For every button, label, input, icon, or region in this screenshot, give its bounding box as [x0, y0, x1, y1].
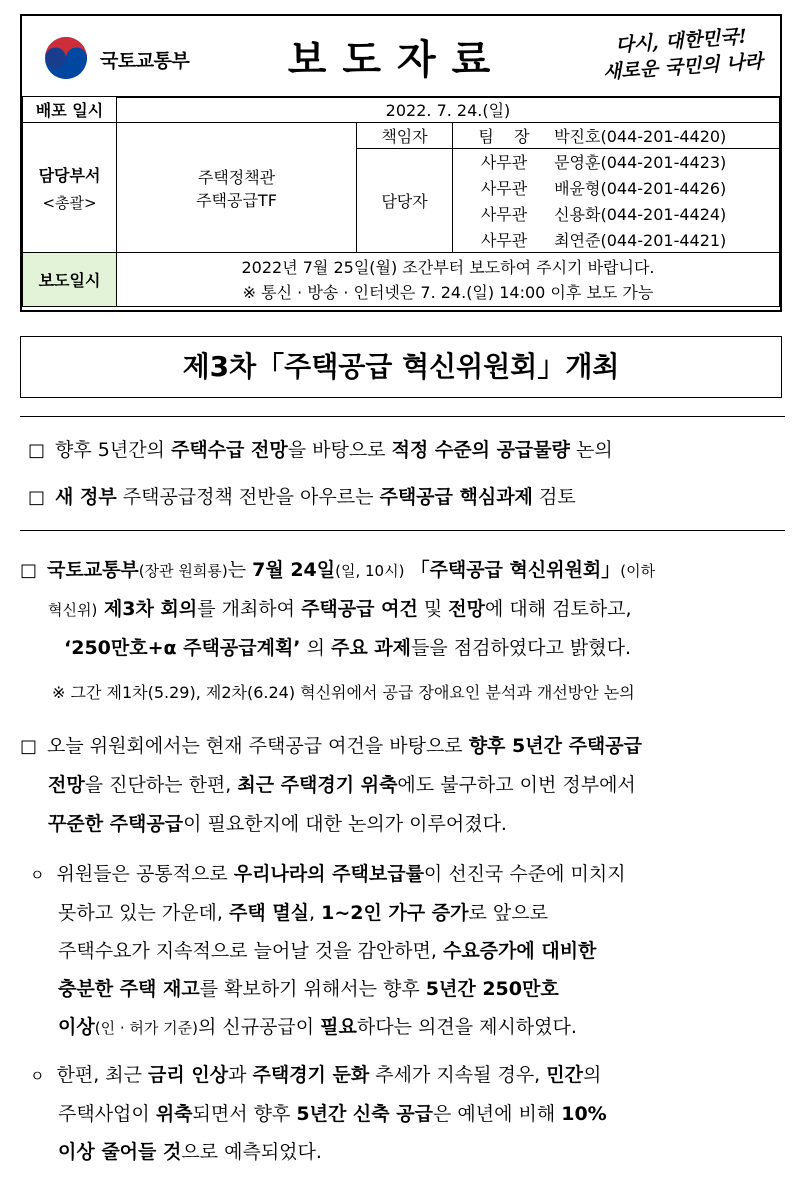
dept-label: 담당부서: [38, 165, 101, 185]
text: 논의: [570, 439, 613, 461]
divider: [20, 530, 785, 531]
text: 에도 불구하고 이번 정부에서: [397, 774, 636, 796]
bold-text: 「주택공급 혁신위원회」: [410, 559, 621, 581]
summary-line-2: [28, 483, 576, 512]
bold-text: 적정 수준의 공급물량: [391, 439, 570, 461]
bold-text: 전망: [48, 774, 85, 796]
text: 주택공급정책 전반을 아우르는: [116, 486, 380, 508]
circle-bullet-icon: ㅇ: [30, 1067, 45, 1085]
text: 혁신위): [48, 601, 98, 619]
contact-row: [453, 175, 780, 201]
contact-name: 신용화: [554, 205, 601, 224]
bold-text: 필요: [320, 1016, 357, 1038]
contact-row: [453, 123, 780, 149]
bold-text: 이상 줄어들 것: [58, 1141, 182, 1163]
checkbox-bullet-icon: □: [28, 487, 46, 508]
text: 들을 점검하였다고 밝혔다.: [411, 637, 632, 659]
embargo-label: 보도일시: [23, 253, 117, 307]
text: 는: [227, 559, 253, 581]
contact-row: [453, 227, 780, 253]
bold-text: 향후 5년간 주택공급: [468, 735, 642, 757]
bold-text: 주택수급 전망: [170, 439, 288, 461]
bold-text: 5년간 250만호: [425, 978, 559, 1000]
paragraph-2: [20, 727, 785, 844]
text: 오늘 위원회에서는 현재 주택공급 여건을 바탕으로: [47, 735, 469, 757]
text: 를 개최하여: [197, 598, 302, 620]
note: ※ 그간 제1차(5.29), 제2차(6.24) 혁신위에서 공급 장애요인 분석과 개선방안 논의: [52, 683, 635, 702]
circle-bullet-icon: ㅇ: [30, 866, 45, 884]
bold-text: 최근 주택경기 위축: [237, 774, 398, 796]
text: 이 필요한지에 대한 논의가 이루어졌다.: [183, 813, 507, 835]
bold-text: 금리 인상: [148, 1064, 229, 1086]
bold-text: 7월 24일: [252, 559, 336, 581]
slogan: [590, 22, 773, 86]
bold-text: 주택공급 여건: [301, 598, 418, 620]
text: 주택사업이: [58, 1103, 156, 1125]
text: 향후 5년간의: [55, 439, 171, 461]
contact-phone: (044-201-4421): [600, 230, 727, 250]
bold-text: 주택 멸실: [229, 902, 310, 924]
text: 에 대해 검토하고,: [484, 598, 632, 620]
slogan-line1: 다시, 대한민국!: [614, 25, 748, 57]
embargo-line2: ※ 통신 · 방송 · 인터넷은 7. 24.(일) 14:00 이후 보도 가능: [242, 282, 654, 302]
text: 되면서 향후: [192, 1103, 297, 1125]
text: 하다는 의견을 제시하였다.: [356, 1016, 577, 1038]
text: ,: [309, 902, 322, 924]
text: 추세가 지속될 경우,: [369, 1064, 547, 1086]
text: 의 신규공급이: [197, 1016, 321, 1038]
contact-role: 사무관: [480, 205, 528, 224]
text: (장관 원희룡): [138, 562, 228, 580]
release-date: 2022. 7. 24.(일): [117, 97, 780, 123]
bold-text: 10%: [561, 1103, 607, 1125]
press-header: [20, 14, 782, 312]
text: 을 바탕으로: [287, 439, 392, 461]
text: (일, 10시): [335, 562, 405, 580]
text: 은 예년에 비해: [432, 1103, 562, 1125]
bold-text: 주택경기 둔화: [252, 1064, 370, 1086]
doc-type-title: 보도자료: [287, 37, 507, 83]
dept-name-cell: [117, 123, 357, 253]
contact-phone: (044-201-4426): [600, 179, 727, 198]
header-top: [22, 16, 780, 98]
text: 이 선진국 수준에 미치지: [423, 863, 626, 885]
text: 로 앞으로: [468, 902, 548, 924]
government-logo-icon: [44, 36, 88, 80]
text: 의: [582, 1064, 602, 1086]
checkbox-bullet-icon: □: [20, 560, 38, 581]
org-name: 국토교통부: [100, 50, 190, 72]
text: (이하: [620, 562, 656, 580]
checkbox-bullet-icon: □: [20, 736, 38, 757]
contact-phone: (044-201-4423): [600, 153, 727, 173]
bold-text: 1~2인 가구 증가: [321, 902, 469, 924]
contact-name: 박진호: [554, 127, 601, 146]
text: 못하고 있는 가운데,: [58, 902, 229, 924]
page-title: 제3차「주택공급 혁신위원회」개최: [20, 336, 782, 398]
text: 위원들은 공통적으로: [56, 863, 234, 885]
contact-role: 사무관: [480, 153, 528, 173]
paragraph-3: [30, 855, 785, 1047]
bold-text: 국토교통부: [47, 559, 139, 581]
bold-text: 이상: [58, 1016, 95, 1038]
bold-text: 위축: [155, 1103, 193, 1125]
checkbox-bullet-icon: □: [28, 440, 46, 461]
contact-name: 배윤형: [554, 179, 601, 198]
contact-name: 문영훈: [554, 153, 601, 173]
divider: [20, 416, 785, 417]
slogan-line2: 새로운 국민의 나라: [602, 50, 764, 84]
contact-name: 최연준: [554, 230, 601, 250]
bold-text: 수요증가에 대비한: [442, 940, 597, 962]
text: 주택수요가 지속적으로 늘어날 것을 감안하면,: [58, 940, 443, 962]
summary-line-1: [28, 436, 613, 465]
text: (인 · 허가 기준): [94, 1019, 198, 1037]
text: 의: [300, 637, 331, 659]
embargo-line1: 2022년 7월 25일(월) 조간부터 보도하여 주시기 바랍니다.: [241, 257, 655, 277]
contact-role: 사무관: [480, 179, 528, 198]
dept-name-2: 주택공급TF: [196, 190, 277, 210]
text: 으로 예측되었다.: [181, 1141, 322, 1163]
contact-role: 팀 장: [478, 127, 530, 146]
text: 을 진단하는 한편,: [84, 774, 238, 796]
text: 및: [417, 598, 449, 620]
dept-label-cell: [23, 123, 117, 253]
contact-row: [453, 201, 780, 227]
release-label: 배포 일시: [23, 97, 117, 123]
embargo-cell: [117, 253, 780, 307]
responsible-label: 책임자: [357, 123, 453, 149]
bold-text: 민간: [546, 1064, 583, 1086]
text: 를 확보하기 위해서는 향후: [199, 978, 426, 1000]
bold-text: 주택공급 핵심과제: [379, 486, 533, 508]
bold-text: 주요 과제: [330, 637, 411, 659]
text: 검토: [532, 486, 576, 508]
bold-text: 꾸준한 주택공급: [48, 813, 184, 835]
contact-phone: (044-201-4420): [600, 127, 727, 146]
contact-phone: (044-201-4424): [600, 205, 727, 224]
meta-table: [22, 96, 780, 307]
text: 과: [228, 1064, 253, 1086]
dept-sub: <총괄>: [42, 193, 97, 212]
bold-text: 새 정부: [55, 486, 117, 508]
dept-name-1: 주택정책관: [197, 167, 276, 187]
paragraph-1: [20, 551, 785, 667]
contact-role: 사무관: [480, 230, 528, 250]
bold-text: 제3차 회의: [97, 598, 198, 620]
bold-text: 우리나라의 주택보급률: [233, 863, 424, 885]
person-in-charge-label: 담당자: [357, 149, 453, 253]
text: 한편, 최근: [56, 1064, 149, 1086]
bold-text: ‘250만호+α 주택공급계획’: [64, 637, 301, 659]
bold-text: 충분한 주택 재고: [58, 978, 200, 1000]
bold-text: 5년간 신축 공급: [296, 1103, 433, 1125]
paragraph-4: [30, 1056, 785, 1171]
contact-row: [453, 149, 780, 175]
bold-text: 전망: [448, 598, 485, 620]
